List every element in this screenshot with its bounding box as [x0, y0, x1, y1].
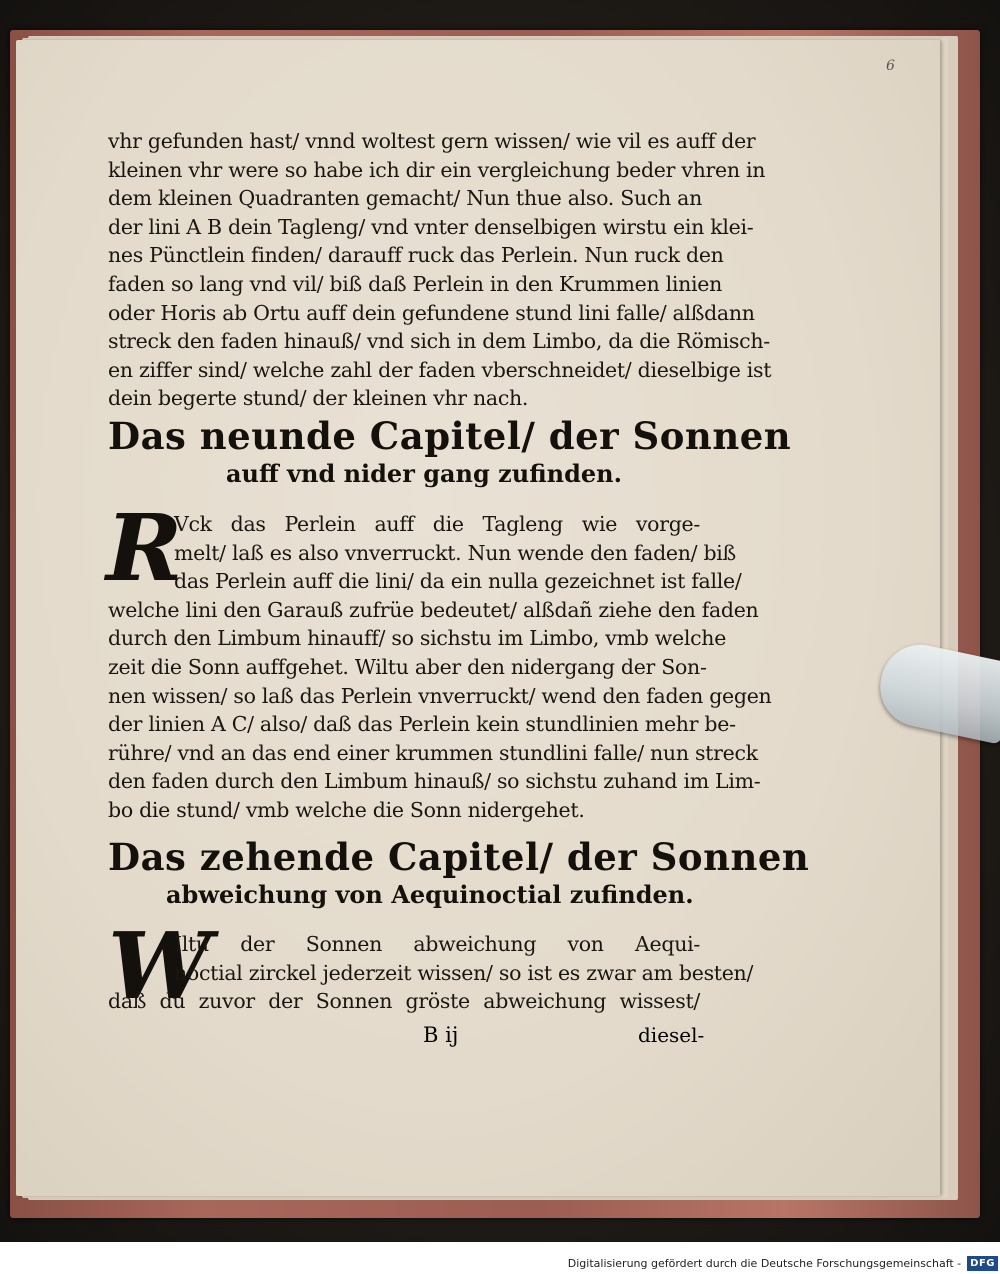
text-line: vhr gefunden hast/ vnnd woltest gern wissen/ wie vil es auff der	[108, 129, 756, 153]
text-line: welche lini den Garauß zufrüe bedeutet/ alßdañ ziehe den faden	[108, 597, 759, 622]
text-line: das Perlein auff die lini/ da ein nulla gezeichnet ist falle/	[174, 569, 742, 594]
chapter-heading-10	[108, 835, 810, 912]
text-line: nen wissen/ so laß das Perlein vnverruckt/ wend den faden gegen	[108, 683, 772, 708]
text-line: nes Pünctlein finden/ darauff ruck das Perlein. Nun ruck den	[108, 243, 724, 268]
heading-line: auff vnd nider gang zufinden.	[226, 459, 622, 488]
text-line: en ziffer sind/ welche zahl der faden vberschneidet/ dieselbige ist	[108, 357, 772, 382]
text-line: dem kleinen Quadranten gemacht/ Nun thue also. Such an	[108, 186, 702, 211]
text-line: durch den Limbum hinauff/ so sichstu im Limbo, vmb welche	[108, 626, 727, 651]
signature-mark: B ij	[423, 1023, 459, 1047]
heading-line: Das neunde Capitel/ der Sonnen	[108, 414, 792, 458]
digitization-credit	[568, 1252, 1000, 1274]
chapter-heading-9	[108, 414, 792, 491]
text-line: Iltu der Sonnen abweichung von Aequi-	[174, 932, 700, 956]
drop-cap: R	[106, 494, 183, 602]
dfg-logo: DFG	[967, 1256, 998, 1271]
text-line: bo die stund/ vmb welche die Sonn nidergehet.	[108, 797, 585, 822]
text-line: der lini A B dein Tagleng/ vnd vnter denselbigen wirstu ein klei-	[108, 214, 754, 239]
heading-line: abweichung von Aequinoctial zufinden.	[166, 880, 694, 909]
text-line: Vck das Perlein auff die Tagleng wie vorge-	[174, 512, 700, 536]
text-line: streck den faden hinauß/ vnd sich in dem Limbo, da die Römisch-	[108, 329, 770, 354]
paragraph-3	[108, 930, 754, 1016]
credit-text: Digitalisierung gefördert durch die Deutsche Forschungsgemeinschaft -	[567, 1256, 962, 1270]
catchword: diesel-	[638, 1023, 705, 1047]
paragraph-1	[108, 127, 772, 413]
text-line: noctial zirckel jederzeit wissen/ so ist es zwar am besten/	[174, 960, 754, 985]
text-line: kleinen vhr were so habe ich dir ein vergleichung beder vhren in	[108, 157, 766, 182]
text-line: den faden durch den Limbum hinauß/ so sichstu zuhand im Lim-	[108, 769, 761, 794]
text-line: melt/ laß es also vnverruckt. Nun wende den faden/ biß	[174, 540, 736, 565]
text-line: oder Horis ab Ortu auff dein gefundene stund lini falle/ alßdann	[108, 300, 755, 325]
heading-line: Das zehende Capitel/ der Sonnen	[108, 835, 810, 879]
corner-mark: 6	[886, 58, 895, 74]
text-line: daß du zuvor der Sonnen gröste abweichung wissest/	[108, 989, 700, 1014]
drop-cap: W	[108, 912, 212, 1020]
text-line: dein begerte stund/ der kleinen vhr nach.	[108, 386, 529, 411]
paragraph-2	[108, 510, 772, 825]
text-line: rühre/ vnd an das end einer krummen stundlini falle/ nun streck	[108, 740, 758, 765]
text-line: der linien A C/ also/ daß das Perlein kein stundlinien mehr be-	[108, 712, 736, 737]
text-line: zeit die Sonn auffgehet. Wiltu aber den nidergang der Son-	[108, 654, 707, 679]
text-line: faden so lang vnd vil/ biß daß Perlein in den Krummen linien	[108, 271, 723, 296]
